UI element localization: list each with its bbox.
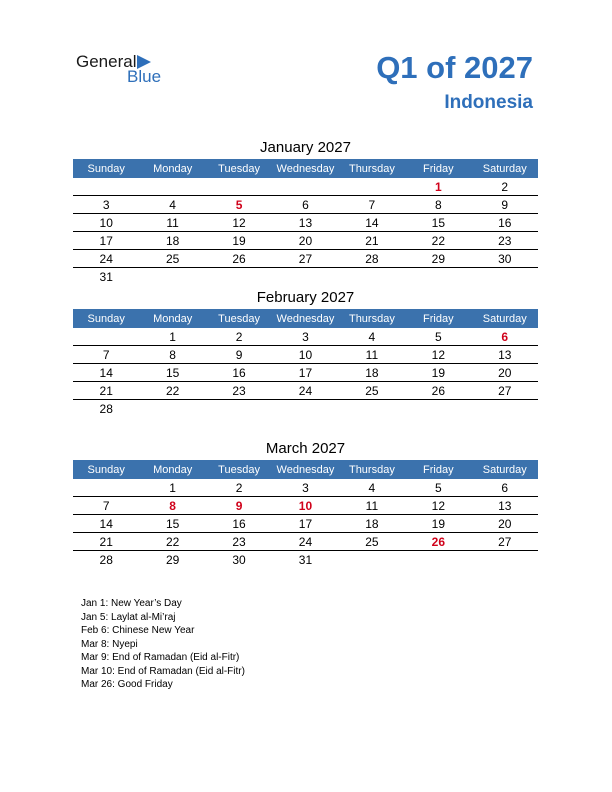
day-cell bbox=[272, 268, 338, 286]
day-cell: 5 bbox=[206, 196, 272, 214]
day-cell: 25 bbox=[339, 533, 405, 551]
calendar-grid bbox=[73, 159, 538, 285]
day-cell: 22 bbox=[139, 382, 205, 400]
weekday-header: Tuesday bbox=[206, 309, 272, 328]
day-cell: 9 bbox=[206, 497, 272, 515]
day-cell: 9 bbox=[472, 196, 538, 214]
day-cell: 19 bbox=[405, 515, 471, 533]
day-cell: 6 bbox=[472, 328, 538, 346]
day-cell: 11 bbox=[339, 497, 405, 515]
day-cell: 11 bbox=[339, 346, 405, 364]
day-cell: 30 bbox=[232, 552, 246, 567]
weekday-header-row bbox=[73, 460, 538, 479]
day-cell bbox=[206, 178, 272, 196]
day-cell bbox=[472, 400, 538, 418]
day-cell: 3 bbox=[272, 328, 338, 346]
day-cell: 10 bbox=[272, 497, 338, 515]
day-cell bbox=[272, 178, 338, 196]
week-row bbox=[73, 400, 538, 418]
day-cell: 2 bbox=[472, 178, 538, 196]
day-cell: 4 bbox=[339, 328, 405, 346]
weekday-header: Sunday bbox=[73, 159, 139, 178]
day-cell: 21 bbox=[73, 382, 139, 400]
day-cell bbox=[73, 178, 139, 196]
day-cell: 7 bbox=[73, 497, 139, 515]
day-cell: 14 bbox=[339, 214, 405, 232]
weekday-header: Friday bbox=[405, 309, 471, 328]
week-row bbox=[73, 364, 538, 382]
day-cell: 28 bbox=[99, 552, 113, 567]
day-cell: 23 bbox=[472, 232, 538, 250]
day-cell: 3 bbox=[272, 479, 338, 497]
day-cell: 12 bbox=[405, 497, 471, 515]
day-cell: 10 bbox=[272, 346, 338, 364]
day-cell: 13 bbox=[272, 214, 338, 232]
day-cell: 1 bbox=[139, 479, 205, 497]
day-cell bbox=[139, 400, 205, 418]
day-cell: 14 bbox=[73, 364, 139, 382]
holiday-item: Jan 1: New Year’s Day bbox=[81, 598, 182, 609]
day-cell: 24 bbox=[73, 250, 139, 268]
day-cell: 15 bbox=[405, 214, 471, 232]
weekday-header: Saturday bbox=[472, 309, 538, 328]
day-cell: 27 bbox=[472, 533, 538, 551]
holiday-item: Mar 26: Good Friday bbox=[81, 679, 173, 690]
month-title: January 2027 bbox=[260, 139, 351, 156]
day-cell bbox=[73, 479, 139, 497]
day-cell: 24 bbox=[272, 382, 338, 400]
day-cell: 2 bbox=[206, 328, 272, 346]
week-row bbox=[73, 382, 538, 400]
day-cell: 23 bbox=[206, 382, 272, 400]
day-cell: 6 bbox=[272, 196, 338, 214]
country-name: Indonesia bbox=[444, 92, 533, 113]
day-cell: 16 bbox=[472, 214, 538, 232]
day-cell: 12 bbox=[206, 214, 272, 232]
day-cell: 16 bbox=[206, 515, 272, 533]
day-cell: 18 bbox=[339, 515, 405, 533]
weekday-header: Monday bbox=[139, 159, 205, 178]
day-cell: 4 bbox=[139, 196, 205, 214]
day-cell: 17 bbox=[73, 232, 139, 250]
day-cell: 30 bbox=[472, 250, 538, 268]
holiday-item: Mar 10: End of Ramadan (Eid al-Fitr) bbox=[81, 665, 245, 677]
weekday-header: Sunday bbox=[73, 309, 139, 328]
weekday-header: Saturday bbox=[472, 460, 538, 479]
logo-text-general: General bbox=[76, 52, 137, 71]
day-cell bbox=[405, 268, 471, 286]
day-cell bbox=[339, 178, 405, 196]
calendar-grid bbox=[73, 460, 538, 568]
week-row bbox=[73, 479, 538, 497]
weekday-header: Friday bbox=[405, 159, 471, 178]
day-cell bbox=[272, 400, 338, 418]
day-cell: 24 bbox=[272, 533, 338, 551]
day-cell: 8 bbox=[139, 497, 205, 515]
day-cell: 5 bbox=[405, 328, 471, 346]
weekday-header: Tuesday bbox=[206, 159, 272, 178]
day-cell: 28 bbox=[339, 250, 405, 268]
week-row bbox=[73, 551, 538, 569]
day-cell: 22 bbox=[139, 533, 205, 551]
day-cell: 20 bbox=[472, 364, 538, 382]
day-cell bbox=[139, 268, 205, 286]
week-row bbox=[73, 533, 538, 551]
day-cell: 16 bbox=[206, 364, 272, 382]
week-row bbox=[73, 497, 538, 515]
day-cell: 31 bbox=[99, 269, 113, 284]
week-row bbox=[73, 214, 538, 232]
weekday-header-row bbox=[73, 309, 538, 328]
day-cell: 19 bbox=[405, 364, 471, 382]
month-march bbox=[73, 438, 538, 568]
holiday-item: Mar 8: Nyepi bbox=[81, 638, 138, 650]
day-cell bbox=[206, 268, 272, 286]
holiday-item: Feb 6: Chinese New Year bbox=[81, 625, 195, 636]
day-cell: 27 bbox=[472, 382, 538, 400]
weekday-header: Wednesday bbox=[272, 159, 338, 178]
day-cell: 27 bbox=[272, 250, 338, 268]
day-cell: 26 bbox=[405, 533, 471, 551]
day-cell: 7 bbox=[73, 346, 139, 364]
day-cell: 6 bbox=[472, 479, 538, 497]
day-cell: 19 bbox=[206, 232, 272, 250]
day-cell: 29 bbox=[405, 250, 471, 268]
holiday-item: Jan 5: Laylat al-Mi’raj bbox=[81, 611, 176, 623]
day-cell: 1 bbox=[139, 328, 205, 346]
weekday-header: Sunday bbox=[73, 460, 139, 479]
day-cell: 1 bbox=[405, 178, 471, 196]
weekday-header: Thursday bbox=[339, 159, 405, 178]
week-row bbox=[73, 178, 538, 196]
day-cell: 18 bbox=[339, 364, 405, 382]
day-cell: 9 bbox=[206, 346, 272, 364]
week-row bbox=[73, 196, 538, 214]
day-cell: 22 bbox=[405, 232, 471, 250]
week-row bbox=[73, 346, 538, 364]
day-cell: 26 bbox=[206, 250, 272, 268]
weekday-header: Saturday bbox=[472, 159, 538, 178]
day-cell: 26 bbox=[405, 382, 471, 400]
weekday-header: Monday bbox=[139, 309, 205, 328]
day-cell: 21 bbox=[73, 533, 139, 551]
month-january bbox=[73, 137, 538, 285]
day-cell bbox=[339, 400, 405, 418]
month-february bbox=[73, 287, 538, 417]
day-cell: 17 bbox=[272, 515, 338, 533]
day-cell bbox=[472, 268, 538, 286]
day-cell: 4 bbox=[339, 479, 405, 497]
day-cell bbox=[405, 551, 471, 569]
day-cell: 5 bbox=[405, 479, 471, 497]
day-cell: 18 bbox=[139, 232, 205, 250]
day-cell bbox=[73, 328, 139, 346]
day-cell: 25 bbox=[139, 250, 205, 268]
day-cell: 14 bbox=[73, 515, 139, 533]
day-cell bbox=[339, 268, 405, 286]
day-cell bbox=[405, 400, 471, 418]
day-cell: 8 bbox=[139, 346, 205, 364]
day-cell: 28 bbox=[99, 401, 113, 416]
holiday-item: Mar 9: End of Ramadan (Eid al-Fitr) bbox=[81, 652, 240, 663]
weekday-header: Wednesday bbox=[272, 460, 338, 479]
day-cell bbox=[472, 551, 538, 569]
day-cell: 10 bbox=[73, 214, 139, 232]
day-cell: 15 bbox=[139, 515, 205, 533]
weekday-header: Thursday bbox=[339, 309, 405, 328]
day-cell: 21 bbox=[339, 232, 405, 250]
day-cell bbox=[339, 551, 405, 569]
day-cell: 12 bbox=[405, 346, 471, 364]
day-cell: 2 bbox=[206, 479, 272, 497]
week-row bbox=[73, 268, 538, 286]
weekday-header: Tuesday bbox=[206, 460, 272, 479]
day-cell: 25 bbox=[339, 382, 405, 400]
day-cell: 31 bbox=[298, 552, 313, 567]
brand-logo bbox=[76, 52, 186, 92]
calendar-grid bbox=[73, 309, 538, 417]
weekday-header: Friday bbox=[405, 460, 471, 479]
week-row bbox=[73, 232, 538, 250]
day-cell: 13 bbox=[472, 497, 538, 515]
day-cell: 13 bbox=[472, 346, 538, 364]
day-cell: 15 bbox=[139, 364, 205, 382]
month-title: February 2027 bbox=[256, 289, 355, 306]
week-row bbox=[73, 328, 538, 346]
day-cell bbox=[206, 400, 272, 418]
month-title: March 2027 bbox=[265, 440, 346, 457]
weekday-header: Thursday bbox=[339, 460, 405, 479]
day-cell: 8 bbox=[405, 196, 471, 214]
weekday-header-row bbox=[73, 159, 538, 178]
day-cell: 3 bbox=[73, 196, 139, 214]
day-cell: 29 bbox=[165, 552, 180, 567]
holiday-list bbox=[81, 597, 245, 692]
day-cell: 17 bbox=[272, 364, 338, 382]
day-cell: 7 bbox=[339, 196, 405, 214]
day-cell: 20 bbox=[472, 515, 538, 533]
day-cell bbox=[139, 178, 205, 196]
weekday-header: Monday bbox=[139, 460, 205, 479]
logo-text-blue: Blue bbox=[127, 67, 162, 86]
page-title: Q1 of 2027 bbox=[376, 50, 533, 85]
weekday-header: Wednesday bbox=[272, 309, 338, 328]
week-row bbox=[73, 515, 538, 533]
day-cell: 11 bbox=[139, 214, 205, 232]
week-row bbox=[73, 250, 538, 268]
day-cell: 20 bbox=[272, 232, 338, 250]
day-cell: 23 bbox=[206, 533, 272, 551]
